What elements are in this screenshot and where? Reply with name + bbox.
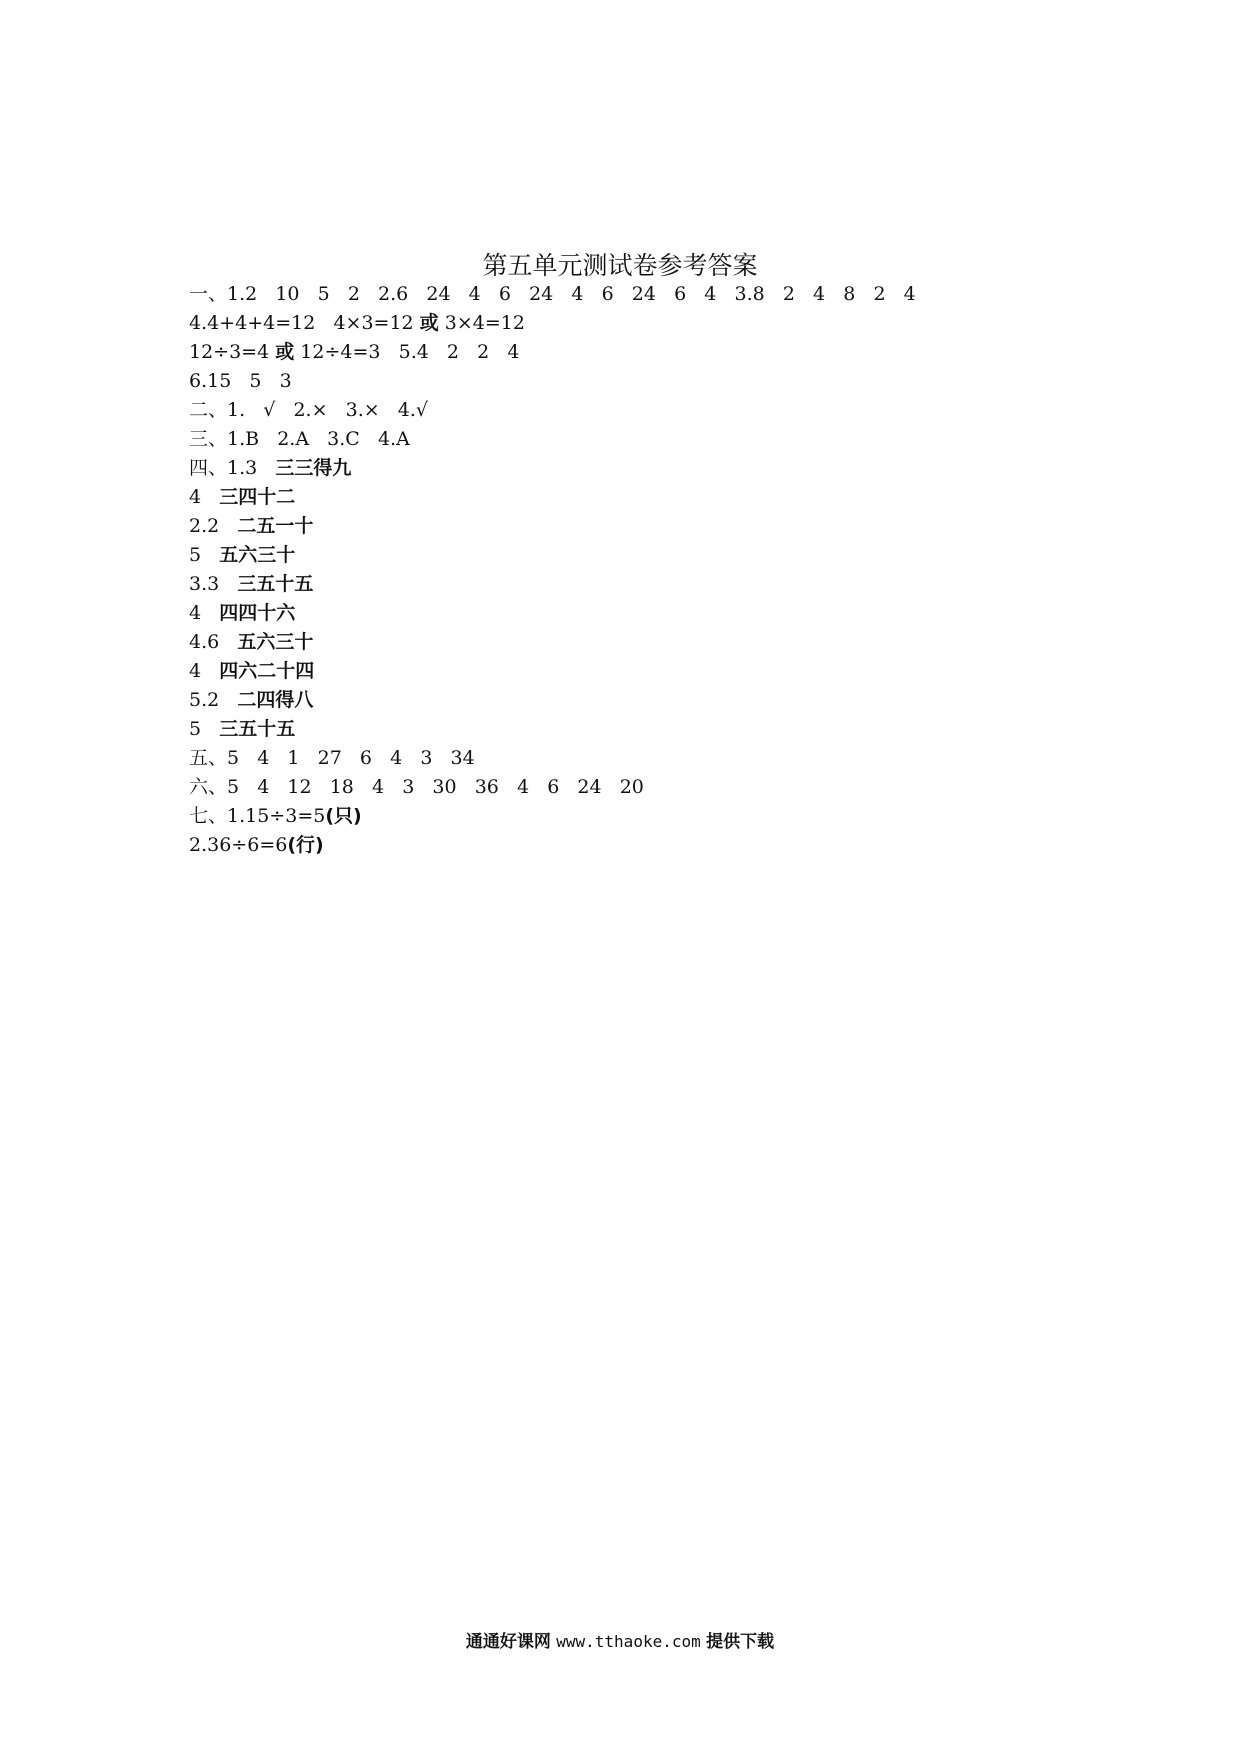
answer-line-15 bbox=[189, 686, 1189, 715]
answer-text: 3×4=12 bbox=[438, 312, 525, 334]
footer-suffix: 提供下载 bbox=[706, 1632, 775, 1652]
answer-line-20 bbox=[189, 831, 1189, 860]
answer-bold-text: 三五十五 bbox=[219, 718, 296, 740]
answer-text: 一、1.2 10 5 2 2.6 24 4 6 24 4 6 24 6 4 3.8 2 4 8 2 4 bbox=[189, 283, 916, 305]
page-title: 第五单元测试卷参考答案 bbox=[482, 251, 758, 280]
answer-bold-text: 二五一十 bbox=[237, 515, 314, 537]
answer-text: 12÷3=4 bbox=[189, 341, 276, 363]
answer-text: 5.2 bbox=[189, 689, 238, 711]
answer-text: 2.2 bbox=[189, 515, 238, 537]
answer-bold-text: 或 bbox=[275, 341, 295, 363]
answer-text: 5 bbox=[189, 718, 220, 740]
answer-text: 六、5 4 12 18 4 3 30 36 4 6 24 20 bbox=[189, 776, 644, 798]
answer-line-1 bbox=[189, 280, 1189, 309]
answer-line-19 bbox=[189, 802, 1189, 831]
page-footer bbox=[0, 1630, 1240, 1654]
answer-bold-text: 五六三十 bbox=[219, 544, 296, 566]
answer-text: 七、1.15÷3=5 bbox=[189, 805, 326, 827]
answer-line-4 bbox=[189, 367, 1189, 396]
answer-text: 4.4+4+4=12 4×3=12 bbox=[189, 312, 420, 334]
footer-site-name: 通通好课网 bbox=[465, 1632, 551, 1652]
answer-line-7 bbox=[189, 454, 1189, 483]
answer-bold-text: 四四十六 bbox=[219, 602, 296, 624]
answer-line-5 bbox=[189, 396, 1189, 425]
answer-bold-text: 二四得八 bbox=[237, 689, 314, 711]
answer-text: 三、1.B 2.A 3.C 4.A bbox=[189, 428, 410, 450]
answer-line-8 bbox=[189, 483, 1189, 512]
answer-line-12 bbox=[189, 599, 1189, 628]
answer-line-10 bbox=[189, 541, 1189, 570]
answer-bold-text: 三四十二 bbox=[219, 486, 296, 508]
answer-line-16 bbox=[189, 715, 1189, 744]
answer-line-9 bbox=[189, 512, 1189, 541]
answer-list bbox=[189, 280, 1189, 860]
answer-line-3 bbox=[189, 338, 1189, 367]
answer-text: 5 bbox=[189, 544, 220, 566]
answer-text: 3.3 bbox=[189, 573, 238, 595]
answer-line-2 bbox=[189, 309, 1189, 338]
answer-text: 二、1. √ 2.× 3.× 4.√ bbox=[189, 399, 429, 421]
answer-text: 2.36÷6=6 bbox=[189, 834, 288, 856]
answer-bold-text: 五六三十 bbox=[237, 631, 314, 653]
answer-text: 4 bbox=[189, 486, 220, 508]
answer-line-14 bbox=[189, 657, 1189, 686]
answer-bold-text: 三三得九 bbox=[275, 457, 352, 479]
answer-bold-text: (只) bbox=[325, 805, 362, 827]
answer-text: 4 bbox=[189, 660, 220, 682]
answer-text: 4 bbox=[189, 602, 220, 624]
answer-line-17 bbox=[189, 744, 1189, 773]
answer-text: 四、1.3 bbox=[189, 457, 276, 479]
footer-url: www.tthaoke.com bbox=[556, 1632, 701, 1651]
answer-bold-text: 或 bbox=[419, 312, 439, 334]
answer-bold-text: 四六二十四 bbox=[219, 660, 315, 682]
answer-line-6 bbox=[189, 425, 1189, 454]
answer-text: 6.15 5 3 bbox=[189, 370, 292, 392]
answer-line-18 bbox=[189, 773, 1189, 802]
answer-line-11 bbox=[189, 570, 1189, 599]
answer-text: 4.6 bbox=[189, 631, 238, 653]
answer-text: 12÷4=3 5.4 2 2 4 bbox=[294, 341, 520, 363]
answer-bold-text: 三五十五 bbox=[237, 573, 314, 595]
answer-bold-text: (行) bbox=[287, 834, 324, 856]
answer-text: 五、5 4 1 27 6 4 3 34 bbox=[189, 747, 475, 769]
answer-line-13 bbox=[189, 628, 1189, 657]
